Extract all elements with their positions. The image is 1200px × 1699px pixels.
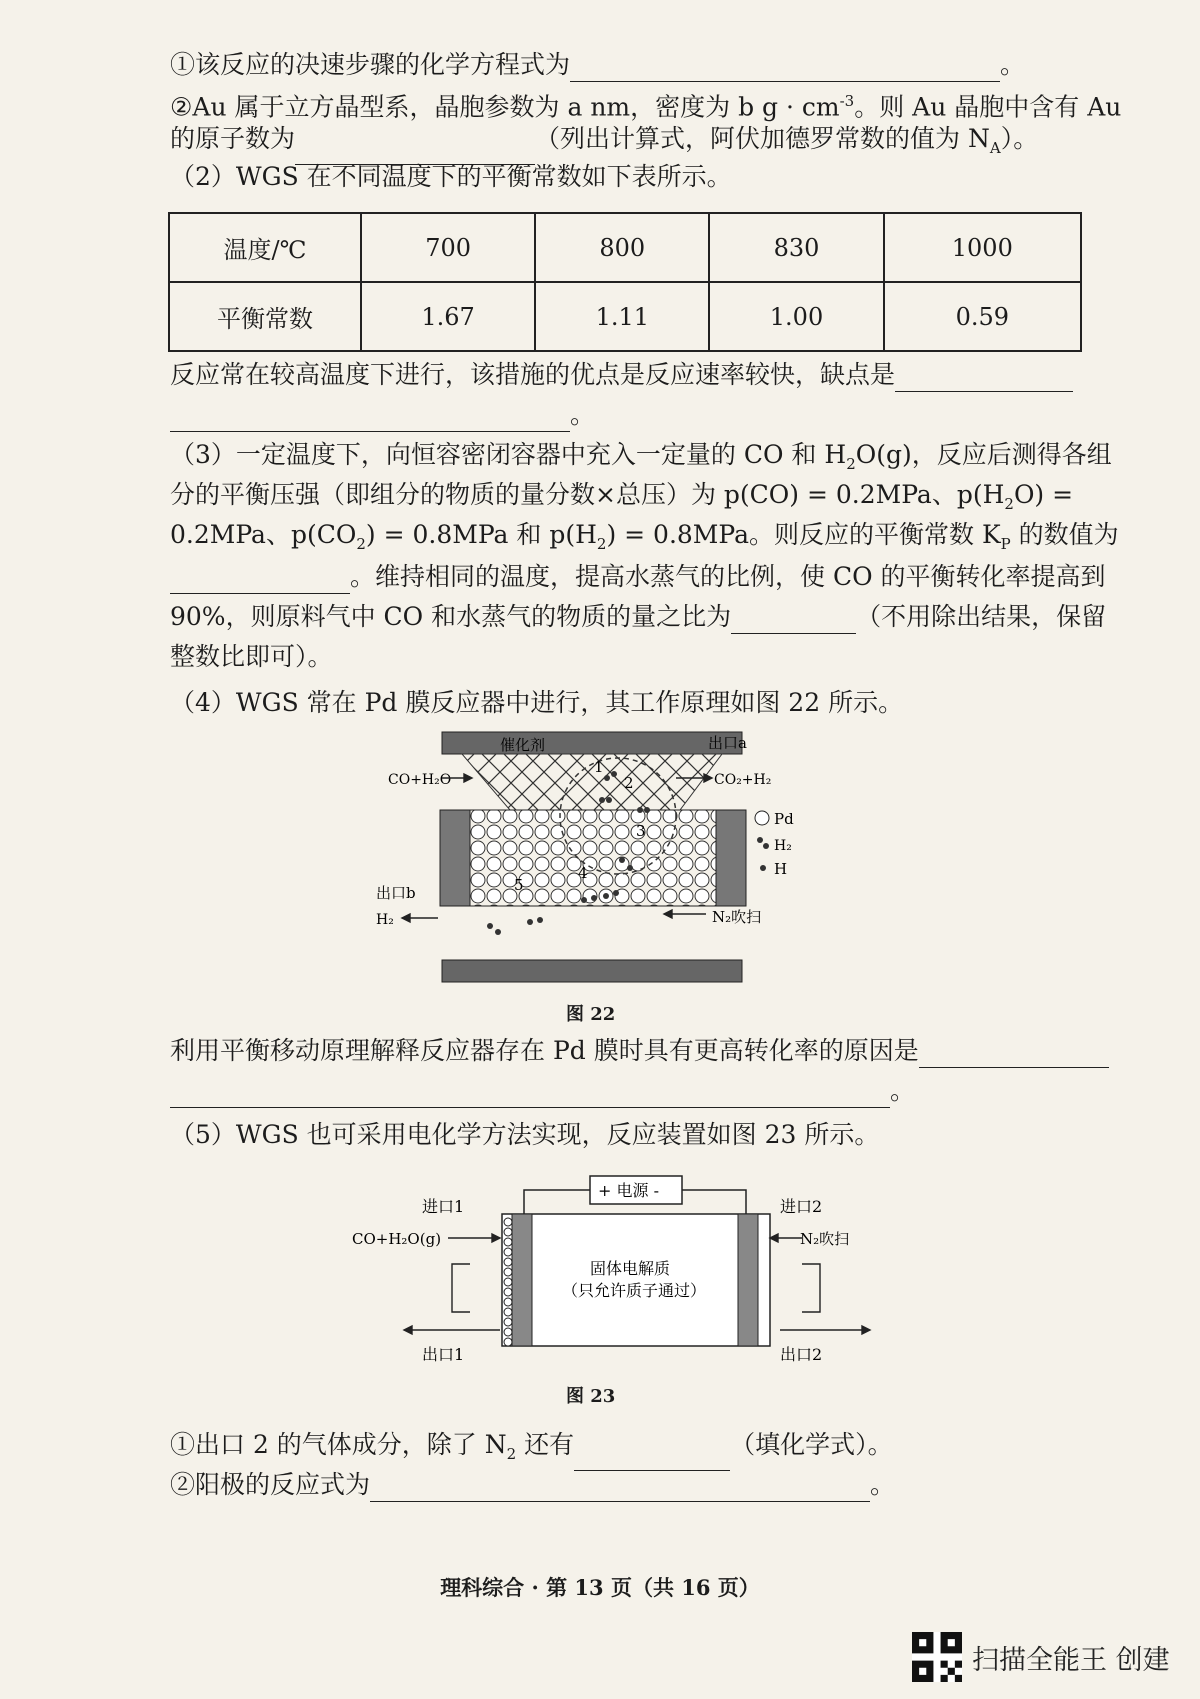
svg-text:CO+H₂O(g): CO+H₂O(g) — [352, 1230, 442, 1248]
step-label: 2 — [624, 774, 634, 792]
svg-text:H: H — [774, 860, 788, 878]
figure-22-pd-membrane-reactor — [376, 728, 860, 988]
table-cell: 830 — [709, 213, 883, 282]
table-cell: 1.11 — [535, 282, 709, 351]
question-2-followup: 反应常在较高温度下进行，该措施的优点是反应速率较快，缺点是 — [170, 358, 1100, 392]
product-label: CO₂+H₂ — [714, 772, 772, 788]
question-2-followup-line-2: 。 — [170, 398, 1100, 432]
question-3-line-5: 90%，则原料气中 CO 和水蒸气的物质的量之比为 （不用除出结果，保留 — [170, 600, 1100, 634]
membrane-right-wall — [716, 810, 746, 906]
outlet-b-label: 出口b — [376, 884, 416, 902]
electrolyte-label: 固体电解质 — [590, 1259, 671, 1278]
row-header-constant: 平衡常数 — [169, 282, 361, 351]
cathode — [738, 1214, 758, 1346]
figure-23-caption: 图 23 — [566, 1386, 616, 1407]
question-3-line-4: 。维持相同的温度，提高水蒸气的比例，使 CO 的平衡转化率提高到 — [170, 560, 1100, 594]
answer-blank[interactable] — [170, 1081, 890, 1108]
table-row — [169, 282, 1081, 351]
top-plate — [442, 732, 742, 754]
anode — [512, 1214, 532, 1346]
table-cell: 1.00 — [709, 282, 883, 351]
answer-blank[interactable] — [574, 1444, 730, 1471]
answer-blank[interactable] — [919, 1041, 1109, 1068]
step-label: 5 — [514, 876, 524, 894]
question-3-line-1: （3）一定温度下，向恒容密闭容器中充入一定量的 CO 和 $H_2O(g)$，反应后测得各组 — [170, 440, 1112, 473]
h2-out-label: H₂ — [376, 912, 394, 928]
question-1-part-2-line-2: 的原子数为 （列出计算式，阿伏加德罗常数的值为 $N_A$）。 — [170, 122, 1100, 165]
electrolyte-note: （只允许质子通过） — [562, 1281, 707, 1300]
step-label: 1 — [594, 758, 604, 776]
svg-text:H₂: H₂ — [774, 838, 792, 854]
answer-blank[interactable] — [570, 55, 1000, 82]
cell-frame — [502, 1214, 770, 1346]
answer-blank[interactable] — [170, 567, 350, 594]
catalyst-layer — [462, 754, 722, 810]
scanner-watermark: 扫描全能王 创建 — [912, 1632, 1170, 1682]
h2-legend-icon — [757, 837, 763, 843]
pd-legend-icon — [755, 811, 769, 825]
question-5-part-1: ①出口 2 的气体成分，除了 $N_2$ 还有 （填化学式）。 — [170, 1428, 1100, 1471]
question-5-part-2: ②阳极的反应式为 。 — [170, 1468, 1100, 1502]
bottom-plate — [442, 960, 742, 982]
n2-sweep-label: N₂吹扫 — [712, 908, 762, 926]
page-footer: 理科综合 · 第 13 页（共 16 页） — [440, 1575, 760, 1600]
table-row — [169, 213, 1081, 282]
membrane-left-wall — [440, 810, 470, 906]
question-3-line-6: 整数比即可）。 — [170, 642, 333, 671]
answer-blank[interactable] — [370, 1475, 870, 1502]
question-4-followup-line-2: 。 — [170, 1074, 1100, 1108]
question-3-line-2: 分的平衡压强（即组分的物质的量分数×总压）为 p(CO) = 0.2MPa、$p(H_2O)$ = — [170, 480, 1074, 513]
svg-text:Pd: Pd — [774, 810, 794, 828]
svg-text:+ 电源 -: + 电源 - — [598, 1181, 659, 1200]
question-2-intro: （2）WGS 在不同温度下的平衡常数如下表所示。 — [170, 162, 732, 191]
answer-blank[interactable] — [170, 405, 570, 432]
table-cell: 800 — [535, 213, 709, 282]
svg-text:进口2: 进口2 — [780, 1197, 823, 1216]
svg-text:进口1: 进口1 — [422, 1197, 465, 1216]
inlet-label: CO+H₂O — [388, 772, 452, 788]
equilibrium-constant-table — [168, 212, 1082, 352]
legend — [755, 810, 794, 878]
question-4-followup: 利用平衡移动原理解释反应器存在 Pd 膜时具有更高转化率的原因是 — [170, 1034, 1100, 1068]
table-cell: 1000 — [884, 213, 1081, 282]
row-header-temperature: 温度/℃ — [169, 213, 361, 282]
answer-blank[interactable] — [731, 607, 856, 634]
pd-membrane — [470, 810, 716, 906]
step-label: 4 — [578, 864, 588, 882]
figure-22-caption: 图 22 — [566, 1004, 616, 1025]
table-cell: 1.67 — [361, 282, 535, 351]
svg-text:N₂吹扫: N₂吹扫 — [800, 1230, 850, 1248]
table-cell: 700 — [361, 213, 535, 282]
svg-text:出口1: 出口1 — [422, 1345, 465, 1364]
qr-code-icon — [912, 1632, 962, 1682]
figure-23-electrochemical-cell — [352, 1162, 872, 1362]
question-3-line-3: 0.2MPa、$p(CO_2) = 0.8MPa$ 和 $p(H_2) = 0.8MPa$。则反应的平衡常数 $K_P$ 的数值为 — [170, 520, 1119, 553]
answer-blank[interactable] — [895, 365, 1073, 392]
question-5-intro: （5）WGS 也可采用电化学方法实现，反应装置如图 23 所示。 — [170, 1120, 880, 1149]
step-label: 3 — [636, 822, 646, 840]
h-legend-icon — [760, 865, 766, 871]
question-4-intro: （4）WGS 常在 Pd 膜反应器中进行，其工作原理如图 22 所示。 — [170, 688, 904, 717]
svg-text:出口2: 出口2 — [780, 1345, 823, 1364]
table-cell: 0.59 — [884, 282, 1081, 351]
catalyst-label: 催化剂 — [500, 736, 546, 754]
question-1-part-2-line-1: ②Au 属于立方晶型系，晶胞参数为 a nm，密度为 b $g \cdot cm^{-3}$。则 Au 晶胞中含有 Au — [170, 92, 1122, 122]
question-1-part-1: ①该反应的决速步骤的化学方程式为 。 — [170, 48, 1100, 82]
outlet-a-label: 出口a — [708, 734, 747, 752]
